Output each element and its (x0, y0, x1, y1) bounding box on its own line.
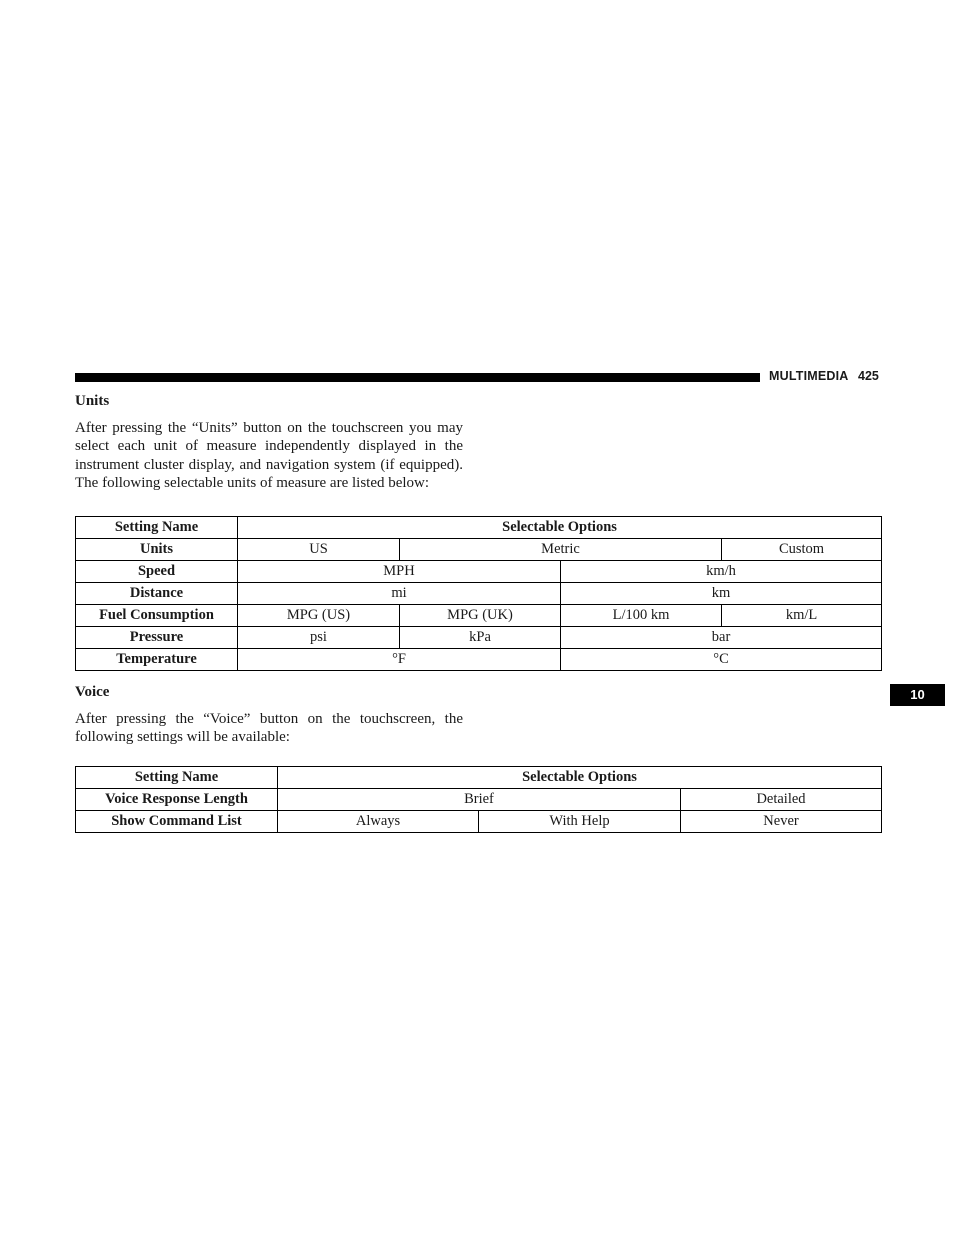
option-cell: km/L (722, 605, 882, 627)
table-row (76, 789, 882, 811)
setting-name: Voice Response Length (76, 789, 278, 811)
table-row (76, 649, 882, 671)
option-cell: °C (561, 649, 882, 671)
setting-name: Distance (76, 583, 238, 605)
option-cell: MPH (238, 561, 561, 583)
table-row (76, 583, 882, 605)
option-cell: MPG (US) (238, 605, 400, 627)
voice-heading: Voice (75, 684, 110, 700)
setting-name: Show Command List (76, 811, 278, 833)
setting-name: Units (76, 539, 238, 561)
option-cell: mi (238, 583, 561, 605)
setting-name: Fuel Consumption (76, 605, 238, 627)
col-header-setting: Setting Name (76, 517, 238, 539)
col-header-options: Selectable Options (278, 767, 882, 789)
option-cell: bar (561, 627, 882, 649)
option-cell: Never (681, 811, 882, 833)
setting-name: Speed (76, 561, 238, 583)
option-cell: Brief (278, 789, 681, 811)
option-cell: km (561, 583, 882, 605)
option-cell: Detailed (681, 789, 882, 811)
option-cell: L/100 km (561, 605, 722, 627)
units-heading: Units (75, 393, 110, 409)
option-cell: km/h (561, 561, 882, 583)
table-row (76, 605, 882, 627)
table-row (76, 539, 882, 561)
table-row (76, 561, 882, 583)
units-paragraph: After pressing the “Units” button on the touchscreen you may select each unit of measure independently displayed in the instrument cluster display, and navigation system (if equipped). The following selectable units of measure are listed below: (75, 420, 463, 492)
header-rule (75, 373, 760, 382)
option-cell: With Help (479, 811, 681, 833)
section-title: MULTIMEDIA (769, 369, 849, 383)
option-cell: Custom (722, 539, 882, 561)
option-cell: °F (238, 649, 561, 671)
page-number: 425 (858, 369, 879, 383)
voice-table (75, 766, 882, 833)
col-header-options: Selectable Options (238, 517, 882, 539)
option-cell: Always (278, 811, 479, 833)
option-cell: MPG (UK) (400, 605, 561, 627)
option-cell: US (238, 539, 400, 561)
option-cell: kPa (400, 627, 561, 649)
chapter-tab: 10 (890, 684, 945, 706)
voice-paragraph: After pressing the “Voice” button on the touchscreen, the following settings will be available: (75, 711, 463, 746)
setting-name: Temperature (76, 649, 238, 671)
units-table (75, 516, 882, 671)
option-cell: Metric (400, 539, 722, 561)
table-row (76, 627, 882, 649)
col-header-setting: Setting Name (76, 767, 278, 789)
setting-name: Pressure (76, 627, 238, 649)
table-row (76, 811, 882, 833)
table-header-row (76, 767, 882, 789)
table-header-row (76, 517, 882, 539)
option-cell: psi (238, 627, 400, 649)
